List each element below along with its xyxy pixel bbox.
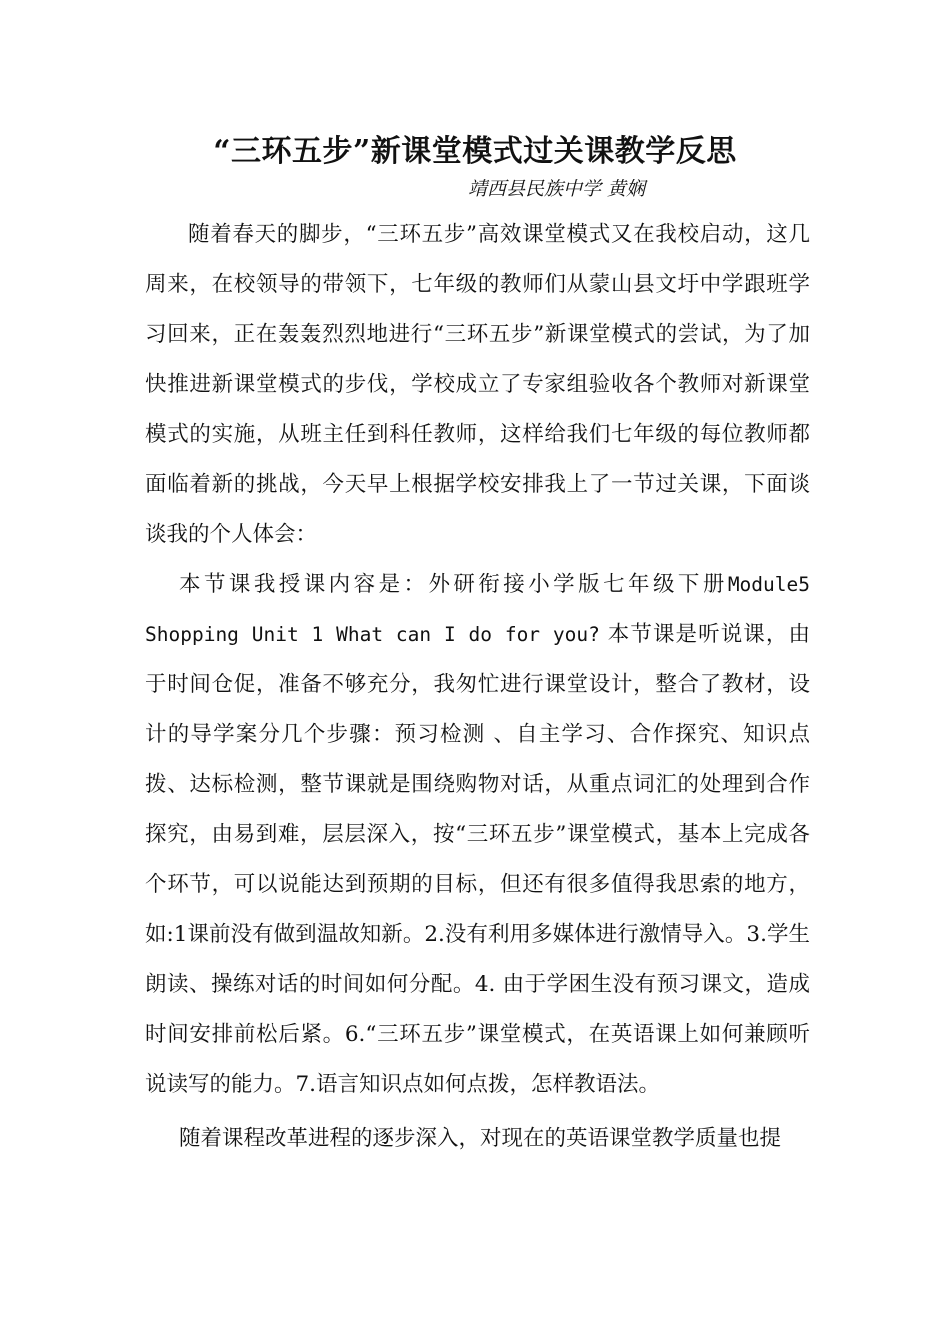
author-byline: 靖西县民族中学 黄娴 [468,178,646,200]
document-body [145,210,810,1164]
paragraph-lesson [145,560,810,1110]
lesson-lead-text: 本节课我授课内容是：外研衔接小学版七年级下册 [179,572,728,597]
lesson-english-title: Module5 Shopping Unit 1 What can I do for you? [145,573,810,646]
paragraph-intro: 随着春天的脚步，“三环五步”高效课堂模式又在我校启动，这几周来，在校领导的带领下，七年级的教师们从蒙山县文圩中学跟班学习回来，正在轰轰烈烈地进行“三环五步”新课堂模式的尝试，为了加快推进新课堂模式的步伐，学校成立了专家组验收各个教师对新课堂模式的实施，从班主任到科任教师，这样给我们七年级的每位教师都面临着新的挑战，今天早上根据学校安排我上了一节过关课，下面谈谈我的个人体会： [145,222,810,547]
document-title: “三环五步”新课堂模式过关课教学反思 [213,134,737,169]
paragraph-reform: 随着课程改革进程的逐步深入，对现在的英语课堂教学质量也提 [179,1126,782,1151]
lesson-reflection-text: 本节课是听说课，由于时间仓促，准备不够充分，我匆忙进行课堂设计，整合了教材，设计的导学案分几个步骤：预习检测 、自主学习、合作探究、知识点拨、达标检测，整节课就是围绕购物对话，从重点词汇的处理到合作探究，由易到难，层层深入，按“三环五步”课堂模式，基本上完成各个环节，可以说能达到预期的目标，但还有很多值得我思索的地方，如:1课前没有做到温故知新。2.没有利用多媒体进行激情导入。3.学生朗读、操练对话的时间如何分配。4. 由于学困生没有预习课文，造成时间安排前松后紧。6.“三环五步”课堂模式，在英语课上如何兼顾听说读写的能力。7.语言知识点如何点拨，怎样教语法。 [145,622,810,1097]
